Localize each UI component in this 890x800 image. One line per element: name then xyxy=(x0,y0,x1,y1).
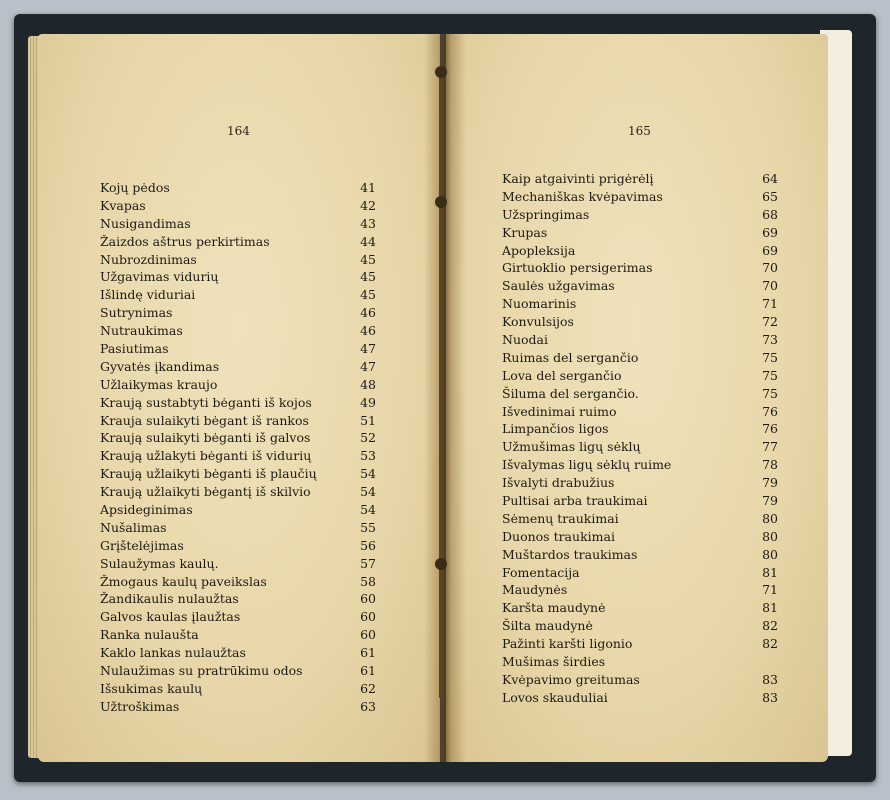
entry-page-number: 77 xyxy=(762,439,778,455)
list-item xyxy=(100,323,376,341)
entry-page-number: 82 xyxy=(762,618,778,634)
entry-page-number: 62 xyxy=(360,680,376,696)
entry-page-number: 60 xyxy=(360,591,376,607)
list-item xyxy=(502,368,778,386)
entry-page-number: 55 xyxy=(360,519,376,535)
entry-title: Sėmenų traukimai xyxy=(502,510,619,526)
entry-title: Šilta maudynė xyxy=(502,618,593,634)
book-gutter xyxy=(424,34,466,762)
page-number: 164 xyxy=(227,124,250,138)
entry-title: Fomentacija xyxy=(502,564,580,580)
entry-title: Kaip atgaivinti prigėrėlį xyxy=(502,171,654,186)
entry-title: Kvapas xyxy=(100,197,146,213)
entry-title: Krauja sulaikyti bėgant iš rankos xyxy=(100,412,309,428)
entry-title: Sulaužymas kaulų. xyxy=(100,555,219,571)
entry-page-number: 52 xyxy=(360,430,376,446)
list-item xyxy=(502,386,778,404)
entry-title: Užlaikymas kraujo xyxy=(100,376,218,392)
entry-title: Saulės užgavimas xyxy=(502,278,615,294)
entry-title: Pasiutimas xyxy=(100,341,169,357)
list-item xyxy=(100,681,376,699)
list-item xyxy=(100,484,376,502)
list-item xyxy=(502,457,778,475)
binding-hole xyxy=(435,558,447,570)
list-item xyxy=(100,574,376,592)
entry-title: Išsukimas kaulų xyxy=(100,680,203,696)
list-item xyxy=(502,511,778,529)
entry-title: Kraują sustabtyti bėganti iš kojos xyxy=(100,394,312,410)
table-of-contents-right xyxy=(502,171,778,708)
entry-page-number: 60 xyxy=(360,627,376,643)
entry-title: Galvos kaulas įlaužtas xyxy=(100,609,241,625)
entry-title: Kraują užlaikyti bėganti iš plaučių xyxy=(100,466,317,482)
entry-page-number: 70 xyxy=(762,278,778,294)
entry-page-number: 83 xyxy=(762,671,778,687)
list-item xyxy=(502,243,778,261)
list-item xyxy=(502,439,778,457)
entry-page-number: 45 xyxy=(360,287,376,303)
entry-title: Muštardos traukimas xyxy=(502,546,638,562)
list-item xyxy=(502,314,778,332)
page-number: 165 xyxy=(628,124,651,138)
entry-page-number: 79 xyxy=(762,475,778,491)
entry-page-number: 76 xyxy=(762,421,778,437)
list-item xyxy=(100,430,376,448)
entry-page-number: 42 xyxy=(360,197,376,213)
entry-title: Kojų pėdos xyxy=(100,180,170,195)
entry-title: Nutraukimas xyxy=(100,323,183,339)
list-item xyxy=(100,359,376,377)
entry-title: Maudynės xyxy=(502,582,568,598)
entry-page-number: 61 xyxy=(360,663,376,679)
entry-title: Krupas xyxy=(502,224,548,240)
entry-title: Išlindę viduriai xyxy=(100,287,196,303)
binding-stitch xyxy=(439,205,443,565)
entry-page-number: 72 xyxy=(762,314,778,330)
entry-page-number: 47 xyxy=(360,358,376,374)
list-item xyxy=(100,466,376,484)
entry-page-number: 49 xyxy=(360,394,376,410)
entry-page-number: 44 xyxy=(360,233,376,249)
entry-page-number: 71 xyxy=(762,582,778,598)
list-item xyxy=(100,287,376,305)
list-item xyxy=(502,547,778,565)
entry-title: Apsideginimas xyxy=(100,502,193,518)
list-item xyxy=(100,502,376,520)
entry-title: Žandikaulis nulaužtas xyxy=(100,591,239,607)
entry-title: Išvalyti drabužius xyxy=(502,475,615,491)
list-item xyxy=(100,699,376,717)
entry-page-number: 53 xyxy=(360,448,376,464)
entry-title: Užmušimas ligų sėklų xyxy=(502,439,641,455)
entry-page-number: 82 xyxy=(762,636,778,652)
entry-title: Apopleksija xyxy=(502,242,576,258)
list-item xyxy=(100,413,376,431)
list-item xyxy=(100,305,376,323)
entry-title: Užtroškimas xyxy=(100,698,180,714)
list-item xyxy=(502,421,778,439)
list-item xyxy=(100,198,376,216)
list-item xyxy=(502,189,778,207)
list-item xyxy=(502,171,778,189)
list-item xyxy=(100,520,376,538)
entry-title: Pažinti karšti ligonio xyxy=(502,636,633,652)
entry-page-number: 69 xyxy=(762,242,778,258)
entry-page-number: 46 xyxy=(360,305,376,321)
entry-title: Ranka nulaušta xyxy=(100,627,199,643)
entry-page-number: 54 xyxy=(360,484,376,500)
entry-title: Užspringimas xyxy=(502,206,590,222)
entry-page-number: 58 xyxy=(360,573,376,589)
entry-title: Kraują užlakyti bėganti iš vidurių xyxy=(100,448,312,464)
list-item xyxy=(100,341,376,359)
entry-page-number: 68 xyxy=(762,206,778,222)
list-item xyxy=(100,448,376,466)
list-item xyxy=(100,234,376,252)
entry-title: Mušimas širdies xyxy=(502,654,606,670)
binding-stitch xyxy=(439,72,443,202)
entry-title: Kaklo lankas nulaužtas xyxy=(100,645,246,661)
entry-title: Lova del sergančio xyxy=(502,367,622,383)
entry-page-number: 45 xyxy=(360,269,376,285)
entry-title: Duonos traukimai xyxy=(502,528,615,544)
list-item xyxy=(502,475,778,493)
entry-page-number: 79 xyxy=(762,493,778,509)
entry-title: Nuomarinis xyxy=(502,296,577,312)
list-item xyxy=(502,278,778,296)
list-item xyxy=(502,690,778,708)
entry-page-number: 45 xyxy=(360,251,376,267)
entry-page-number: 69 xyxy=(762,224,778,240)
entry-title: Gyvatės įkandimas xyxy=(100,358,220,374)
list-item xyxy=(100,269,376,287)
entry-page-number: 57 xyxy=(360,555,376,571)
entry-page-number: 41 xyxy=(360,180,376,195)
entry-page-number: 75 xyxy=(762,349,778,365)
list-item xyxy=(502,350,778,368)
entry-title: Nulaužimas su pratrūkimu odos xyxy=(100,663,303,679)
list-item xyxy=(502,600,778,618)
entry-page-number: 64 xyxy=(762,171,778,186)
list-item xyxy=(100,663,376,681)
entry-title: Nubrozdinimas xyxy=(100,251,197,267)
entry-title: Nusigandimas xyxy=(100,215,191,231)
entry-page-number: 80 xyxy=(762,510,778,526)
entry-page-number: 83 xyxy=(762,689,778,705)
entry-title: Limpančios ligos xyxy=(502,421,609,437)
list-item xyxy=(100,377,376,395)
entry-title: Sutrynimas xyxy=(100,305,173,321)
list-item xyxy=(502,582,778,600)
entry-page-number: 46 xyxy=(360,323,376,339)
entry-page-number: 81 xyxy=(762,600,778,616)
entry-title: Kraują sulaikyti bėganti iš galvos xyxy=(100,430,311,446)
binding-stitch xyxy=(439,568,443,698)
entry-page-number: 54 xyxy=(360,466,376,482)
entry-title: Išvalymas ligų sėklų ruime xyxy=(502,457,672,473)
entry-title: Kvėpavimo greitumas xyxy=(502,671,640,687)
list-item xyxy=(100,180,376,198)
list-item xyxy=(502,672,778,690)
list-item xyxy=(100,627,376,645)
entry-title: Grįštelėjimas xyxy=(100,537,184,553)
entry-page-number: 51 xyxy=(360,412,376,428)
entry-page-number: 48 xyxy=(360,376,376,392)
list-item xyxy=(502,529,778,547)
entry-title: Konvulsijos xyxy=(502,314,574,330)
entry-page-number: 76 xyxy=(762,403,778,419)
entry-page-number: 65 xyxy=(762,188,778,204)
binding-hole xyxy=(435,66,447,78)
list-item xyxy=(502,404,778,422)
entry-page-number: 73 xyxy=(762,332,778,348)
list-item xyxy=(100,395,376,413)
list-item xyxy=(502,225,778,243)
entry-title: Šiluma del sergančio. xyxy=(502,385,639,401)
entry-page-number: 60 xyxy=(360,609,376,625)
list-item xyxy=(100,645,376,663)
list-item xyxy=(502,618,778,636)
entry-title: Nuodai xyxy=(502,332,548,348)
entry-page-number: 81 xyxy=(762,564,778,580)
entry-title: Lovos skauduliai xyxy=(502,689,608,705)
entry-page-number: 47 xyxy=(360,341,376,357)
entry-title: Užgavimas vidurių xyxy=(100,269,219,285)
list-item xyxy=(100,591,376,609)
entry-title: Karšta maudynė xyxy=(502,600,606,616)
entry-title: Pultisai arba traukimai xyxy=(502,493,648,509)
entry-title: Žmogaus kaulų paveikslas xyxy=(100,573,267,589)
entry-title: Nušalimas xyxy=(100,519,167,535)
entry-title: Mechaniškas kvėpavimas xyxy=(502,188,663,204)
list-item xyxy=(100,556,376,574)
entry-title: Žaizdos aštrus perkirtimas xyxy=(100,233,270,249)
list-item xyxy=(502,493,778,511)
list-item xyxy=(502,332,778,350)
list-item xyxy=(100,216,376,234)
entry-page-number: 61 xyxy=(360,645,376,661)
entry-title: Išvedinimai ruimo xyxy=(502,403,617,419)
entry-page-number: 56 xyxy=(360,537,376,553)
entry-page-number: 78 xyxy=(762,457,778,473)
binding-hole xyxy=(435,196,447,208)
entry-page-number: 80 xyxy=(762,528,778,544)
list-item xyxy=(100,609,376,627)
entry-title: Girtuoklio persigerimas xyxy=(502,260,653,276)
table-of-contents-left xyxy=(100,180,376,717)
list-item xyxy=(502,654,778,672)
entry-page-number: 54 xyxy=(360,502,376,518)
entry-page-number: 80 xyxy=(762,546,778,562)
list-item xyxy=(502,260,778,278)
entry-page-number: 70 xyxy=(762,260,778,276)
list-item xyxy=(502,207,778,225)
list-item xyxy=(100,538,376,556)
entry-title: Ruimas del sergančio xyxy=(502,349,639,365)
entry-page-number: 63 xyxy=(360,698,376,714)
entry-page-number: 71 xyxy=(762,296,778,312)
list-item xyxy=(502,636,778,654)
entry-page-number: 43 xyxy=(360,215,376,231)
entry-title: Kraują užlaikyti bėgantį iš skilvio xyxy=(100,484,311,500)
entry-page-number: 75 xyxy=(762,367,778,383)
list-item xyxy=(502,296,778,314)
list-item xyxy=(100,252,376,270)
list-item xyxy=(502,565,778,583)
entry-page-number: 75 xyxy=(762,385,778,401)
